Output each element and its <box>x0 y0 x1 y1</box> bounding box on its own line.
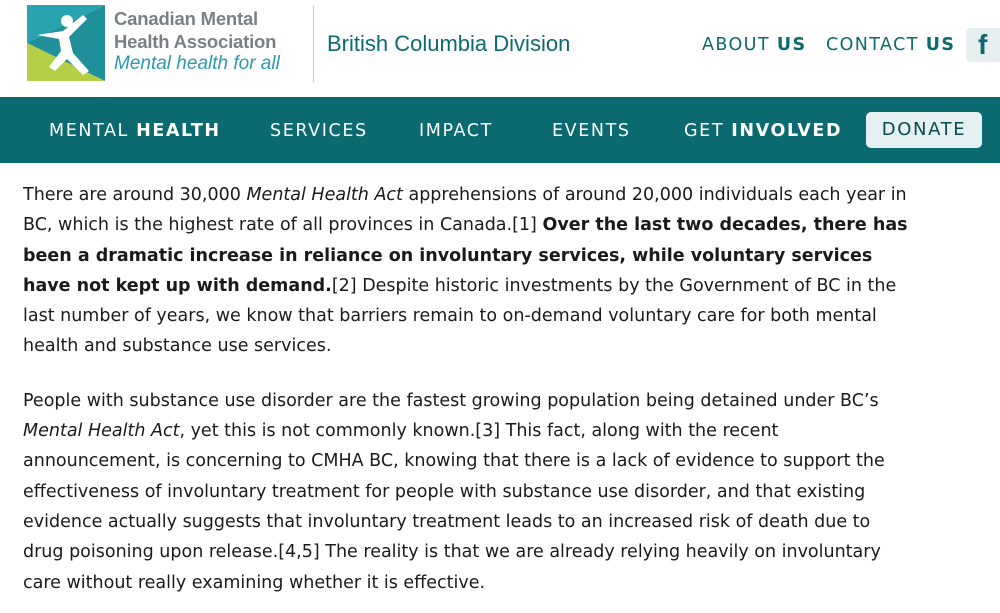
contact-label: CONTACT <box>826 35 919 55</box>
nav-mental-health-prefix: MENTAL <box>49 121 129 141</box>
org-tagline: Mental health for all <box>114 53 280 74</box>
nav-events[interactable]: EVENTS <box>552 121 631 141</box>
about-us-bold: US <box>776 35 807 55</box>
p1-text-1: There are around 30,000 <box>23 185 247 205</box>
nav-mental-health-bold: HEALTH <box>136 121 221 141</box>
nav-impact[interactable]: IMPACT <box>419 121 493 141</box>
about-label: ABOUT <box>702 35 770 55</box>
p1-text-3: [2] Despite historic investments by the Government of BC in the last number of years, we know that barriers remain to on-demand voluntary care for both mental health and substance use services. <box>23 275 897 357</box>
about-us-link[interactable] <box>702 34 807 56</box>
nav-get-involved-prefix: GET <box>684 121 725 141</box>
nav-get-involved[interactable] <box>684 120 842 142</box>
p1-bold-statement: Over the last two decades, there has been a dramatic increase in reliance on involuntary services, while voluntary services have not kept up with demand. <box>23 215 908 296</box>
article-paragraph-1 <box>23 180 913 362</box>
contact-us-link[interactable] <box>826 34 955 56</box>
p1-act-title: Mental Health Act <box>246 185 403 205</box>
p2-text-2: , yet this is not commonly known.[3] This fact, along with the recent announcement, is concerning to CMHA BC, knowing that there is a lack of evidence to support the effectiveness of involuntary treatment for people with substance use disorder, and that existing evidence actually suggests that involuntary treatment leads to an increased risk of death due to drug poisoning upon release.[4,5] The reality is that we are already relying heavily on involuntary care without really examining whether it is effective. <box>23 421 885 593</box>
nav-get-involved-bold: INVOLVED <box>731 121 843 141</box>
p2-act-title: Mental Health Act <box>23 421 180 442</box>
donate-button[interactable]: DONATE <box>866 112 982 148</box>
p2-text-1: People with substance use disorder are the fastest growing population being detained under BC’s <box>23 390 879 411</box>
org-name-line2: Health Association <box>114 31 277 52</box>
site-header <box>0 0 1000 97</box>
org-name <box>114 7 276 53</box>
p1-text-2: apprehensions of around 20,000 individuals each year in BC, which is the highest rate of all provinces in Canada.[1] <box>23 185 907 236</box>
org-name-line1: Canadian Mental <box>114 8 258 29</box>
header-divider <box>313 6 314 82</box>
article-paragraph-2 <box>23 386 913 598</box>
facebook-icon: f <box>978 29 988 60</box>
cmha-logo-icon[interactable] <box>27 5 105 81</box>
article-body <box>23 180 913 613</box>
contact-us-bold: US <box>925 35 956 55</box>
main-nav <box>0 97 1000 163</box>
nav-services[interactable]: SERVICES <box>270 121 368 141</box>
nav-mental-health[interactable] <box>49 120 221 142</box>
division-title[interactable]: British Columbia Division <box>327 31 571 56</box>
facebook-button[interactable] <box>966 28 1000 62</box>
